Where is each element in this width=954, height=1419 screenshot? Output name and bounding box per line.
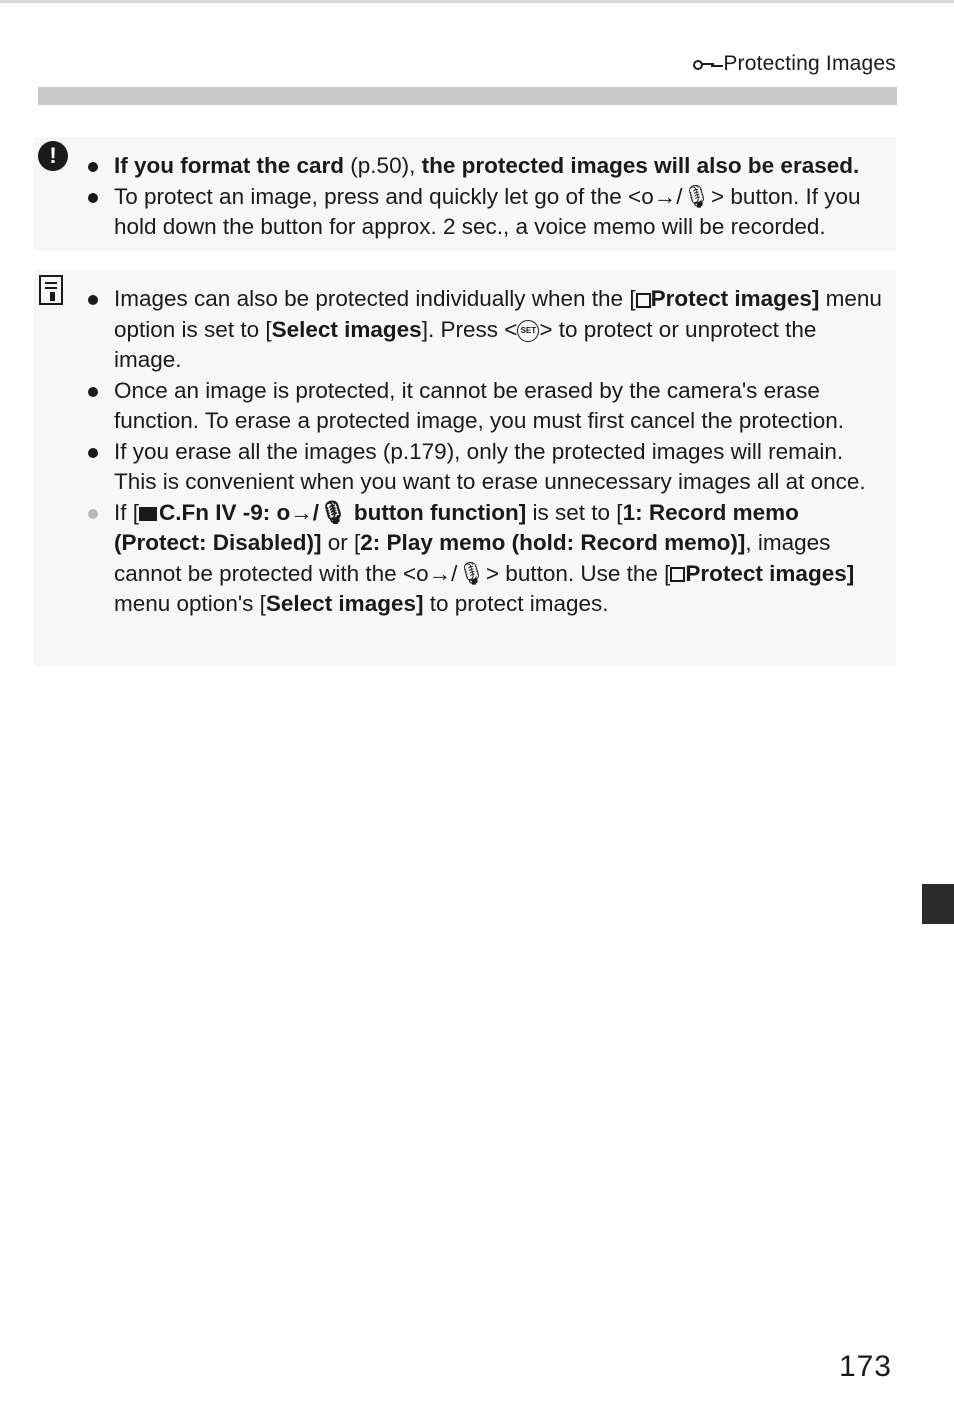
bullet bbox=[88, 509, 98, 519]
note-item-text: Once an image is protected, it cannot be erased by the camera's erase function. To erase a protected image, you must first cancel the protection. bbox=[114, 377, 844, 433]
note-item-text: is set to [ bbox=[526, 499, 623, 525]
note-item bbox=[114, 284, 888, 376]
note-item-bold: Protect images] bbox=[650, 286, 820, 311]
bullet bbox=[88, 448, 98, 458]
bullet bbox=[88, 162, 98, 172]
note-item-text: If you erase all the images (p.179), only the protected images will remain. This is convenient when you want to erase unnecessary images all at once. bbox=[114, 438, 866, 494]
note-item-text: If [ bbox=[114, 499, 140, 525]
caution-section bbox=[34, 137, 896, 251]
playback-menu-icon bbox=[636, 293, 651, 308]
chapter-tab-marker bbox=[922, 884, 954, 924]
page-top-border bbox=[0, 0, 954, 3]
caution-icon: ! bbox=[38, 141, 68, 171]
note-item-text: , images cannot be protected with the <o→/🎙> button. Use the [ bbox=[114, 530, 831, 586]
custom-function-icon bbox=[139, 507, 157, 521]
bullet bbox=[88, 295, 98, 305]
caution-item-text: To protect an image, press and quickly let go of the < bbox=[114, 183, 642, 209]
note-list bbox=[114, 284, 888, 620]
caution-item-text: (p.50), bbox=[344, 153, 422, 178]
note-item bbox=[114, 437, 888, 498]
note-item-text: > to protect or unprotect the image. bbox=[114, 316, 817, 372]
header-rule-bar bbox=[38, 87, 897, 105]
caution-item-bold: the protected images will also be erased. bbox=[421, 153, 860, 178]
note-item-bold: Select images bbox=[271, 316, 422, 342]
caution-list bbox=[114, 151, 888, 243]
note-item-text: ]. Press < bbox=[421, 316, 518, 342]
page-number: 173 bbox=[838, 1350, 892, 1383]
note-item bbox=[114, 376, 888, 437]
caution-item-text: > button. If you hold down the button for approx. 2 sec., a voice memo will be recorded. bbox=[114, 183, 861, 239]
bullet bbox=[88, 387, 98, 397]
note-item-bold: 1: Record memo (Protect: Disabled)] bbox=[114, 499, 799, 555]
bullet bbox=[88, 193, 98, 203]
note-section bbox=[34, 270, 896, 666]
running-header bbox=[693, 52, 896, 76]
running-header-title: Protecting Images bbox=[723, 52, 896, 75]
note-item-bold: Protect images] bbox=[685, 560, 855, 586]
note-item-text: Images can also be protected individually when the [ bbox=[114, 286, 636, 311]
note-item-text: menu option's [ bbox=[114, 591, 266, 616]
note-item-bold: 2: Play memo (hold: Record memo)] bbox=[360, 530, 746, 555]
playback-menu-icon bbox=[670, 567, 685, 582]
protect-key-icon bbox=[693, 59, 715, 69]
note-item-text: to protect images. bbox=[423, 591, 609, 616]
protect-memo-button-symbol: o→/🎙 bbox=[641, 183, 712, 209]
note-item-text: menu option is set to [ bbox=[114, 286, 882, 342]
set-button-icon: SET bbox=[517, 320, 539, 342]
caution-item bbox=[114, 182, 888, 243]
note-item-bold: C.Fn IV -9: o→/🎙 button function] bbox=[159, 499, 527, 525]
note-item-bold: Select images] bbox=[265, 591, 424, 616]
caution-item-bold: If you format the card bbox=[114, 153, 345, 178]
note-item bbox=[114, 498, 888, 620]
note-icon bbox=[39, 275, 63, 305]
caution-item bbox=[114, 151, 888, 182]
note-item-text: or [ bbox=[321, 530, 361, 555]
